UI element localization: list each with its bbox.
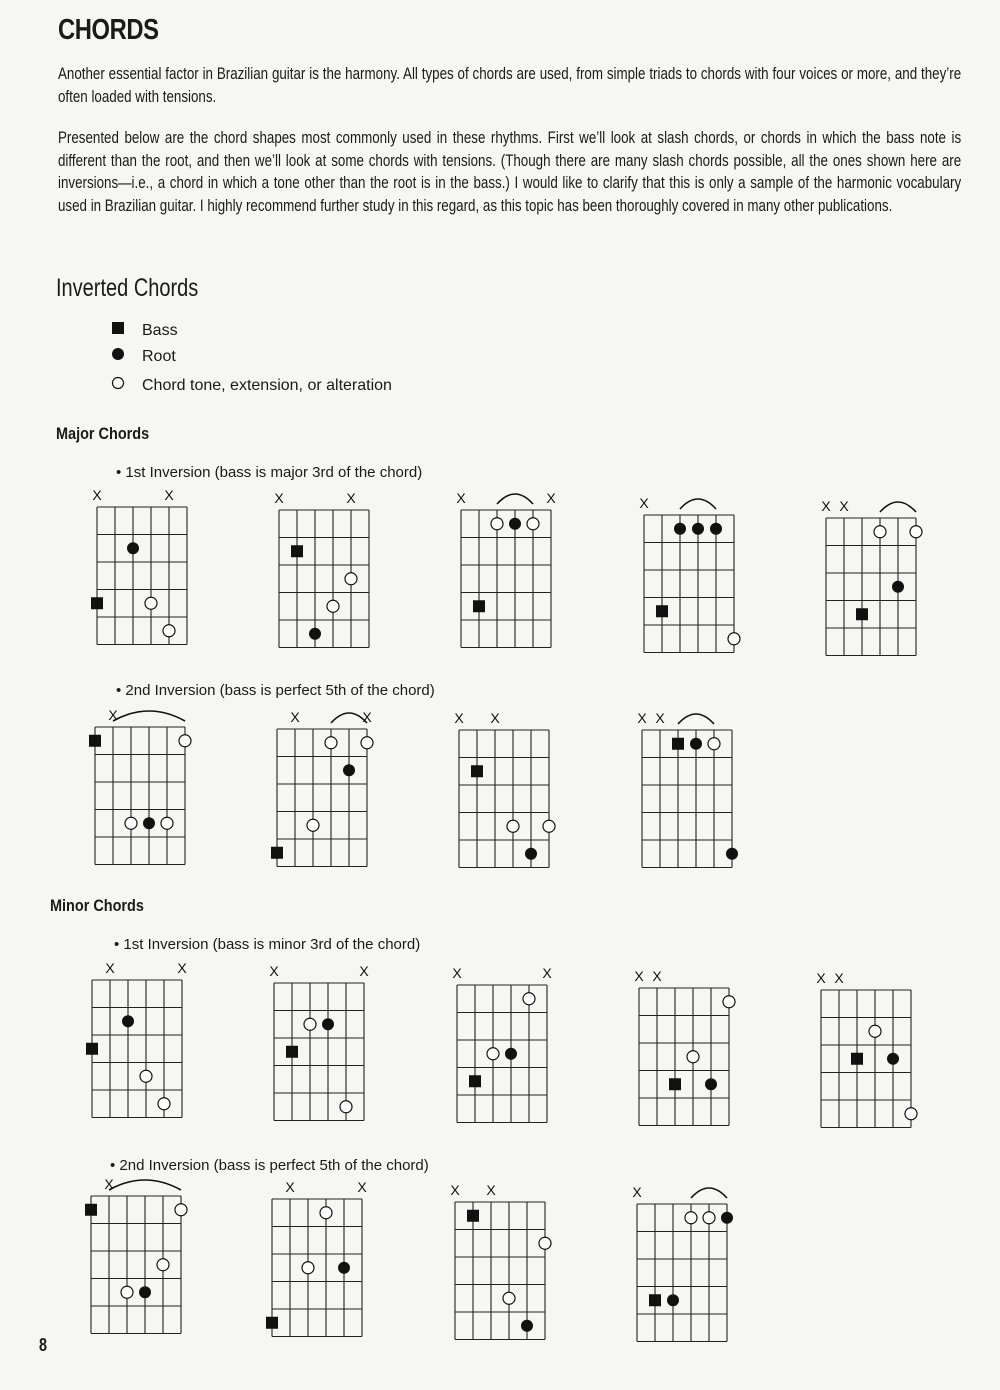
chord-tone-circle xyxy=(179,735,191,747)
bass-note-square xyxy=(467,1210,479,1222)
chord-tone-circle xyxy=(685,1212,697,1224)
legend-tone xyxy=(104,376,392,395)
mute-mark: X xyxy=(655,710,665,726)
root-note-dot xyxy=(705,1078,717,1090)
legend-root xyxy=(104,347,176,366)
mute-mark: X xyxy=(486,1182,496,1198)
root-note-dot xyxy=(887,1053,899,1065)
mute-mark: X xyxy=(269,963,279,979)
chord-diagram-major-1 xyxy=(82,475,202,663)
bass-note-square xyxy=(856,608,868,620)
bass-note-square xyxy=(286,1046,298,1058)
mute-mark: X xyxy=(637,710,647,726)
chord-diagram-minor-2 xyxy=(257,1167,377,1355)
chord-diagram-minor-1 xyxy=(442,953,562,1141)
chord-diagram-major-1 xyxy=(446,478,566,666)
bass-note-square xyxy=(473,600,485,612)
root-note-dot xyxy=(690,738,702,750)
mute-mark: X xyxy=(834,970,844,986)
root-note-dot xyxy=(122,1015,134,1027)
chord-tone-circle xyxy=(869,1025,881,1037)
root-note-dot xyxy=(521,1320,533,1332)
bass-note-square xyxy=(271,847,283,859)
chord-tone-circle xyxy=(158,1098,170,1110)
chord-tone-circle xyxy=(163,625,175,637)
bass-note-square xyxy=(89,735,101,747)
root-note-dot xyxy=(139,1286,151,1298)
mute-mark: X xyxy=(546,490,556,506)
mute-mark: X xyxy=(274,490,284,506)
mute-mark: X xyxy=(104,1176,114,1192)
mute-mark: X xyxy=(357,1179,367,1195)
root-note-dot xyxy=(892,581,904,593)
filled-circle-icon xyxy=(104,347,132,366)
chord-diagram-minor-2 xyxy=(622,1172,742,1360)
intro-paragraph-1: Another essential factor in Brazilian guitar is the harmony. All types of chords are used, from simple triads to chords with four voices or more, and they’re often loaded with tensions. xyxy=(58,65,962,106)
chord-tone-circle xyxy=(539,1237,551,1249)
chord-diagram-minor-2 xyxy=(76,1164,196,1352)
bass-note-square xyxy=(291,545,303,557)
mute-mark: X xyxy=(821,498,831,514)
chord-tone-circle xyxy=(523,993,535,1005)
mute-mark: X xyxy=(92,487,102,503)
mute-mark: X xyxy=(177,960,187,976)
barre-arc xyxy=(678,714,714,724)
root-note-dot xyxy=(721,1212,733,1224)
root-note-dot xyxy=(127,542,139,554)
major-1st-inversion-label: • 1st Inversion (bass is major 3rd of the chord) xyxy=(116,464,423,481)
chord-tone-circle xyxy=(507,820,519,832)
chord-tone-circle xyxy=(543,820,555,832)
bass-note-square xyxy=(669,1078,681,1090)
chord-tone-circle xyxy=(320,1207,332,1219)
bass-note-square xyxy=(672,738,684,750)
mute-mark: X xyxy=(285,1179,295,1195)
root-note-dot xyxy=(343,764,355,776)
bass-note-square xyxy=(471,765,483,777)
chord-tone-circle xyxy=(905,1108,917,1120)
minor-1st-inversion-label: • 1st Inversion (bass is minor 3rd of the chord) xyxy=(114,936,421,953)
mute-mark: X xyxy=(634,968,644,984)
mute-mark: X xyxy=(454,710,464,726)
chord-tone-circle xyxy=(491,518,503,530)
chord-tone-circle xyxy=(302,1262,314,1274)
chord-tone-circle xyxy=(503,1292,515,1304)
root-note-dot xyxy=(309,628,321,640)
mute-mark: X xyxy=(816,970,826,986)
intro-paragraph-2: Presented below are the chord shapes most commonly used in these rhythms. First we’ll look at slash chords, or chords in which the bass note is different than the root, and then we’ll look at some chords with tensions. (Though there are many slash chords possible, all the ones shown here are inversions—i.e., a chord in which a tone other than the root is in the bass.) I would like to clarify that this is only a sample of the harmonic vocabulary used in Brazilian guitar. I highly recommend further study in this regard, as this topic has been thoroughly covered in many other publications. xyxy=(58,129,962,215)
bass-note-square xyxy=(91,597,103,609)
chord-tone-circle xyxy=(708,738,720,750)
bass-note-square xyxy=(649,1294,661,1306)
root-note-dot xyxy=(505,1048,517,1060)
chord-tone-circle xyxy=(175,1204,187,1216)
root-note-dot xyxy=(143,817,155,829)
mute-mark: X xyxy=(359,963,369,979)
bass-note-square xyxy=(656,605,668,617)
chord-tone-circle xyxy=(723,996,735,1008)
bass-note-square xyxy=(266,1317,278,1329)
chord-diagram-major-2 xyxy=(262,697,382,885)
chord-tone-circle xyxy=(527,518,539,530)
bass-note-square xyxy=(469,1075,481,1087)
chord-tone-circle xyxy=(325,737,337,749)
chord-diagram-major-1 xyxy=(629,483,749,671)
page-number: 8 xyxy=(39,1335,48,1355)
mute-mark: X xyxy=(450,1182,460,1198)
minor-chords-heading: Minor Chords xyxy=(50,896,144,915)
legend-bass xyxy=(104,321,178,340)
chord-tone-circle xyxy=(140,1070,152,1082)
chord-diagram-major-2 xyxy=(627,698,747,886)
barre-arc xyxy=(680,499,716,509)
legend-label: Root xyxy=(142,347,176,365)
chord-tone-circle xyxy=(703,1212,715,1224)
bass-note-square xyxy=(86,1043,98,1055)
mute-mark: X xyxy=(639,495,649,511)
chord-diagram-major-2 xyxy=(444,698,564,886)
chord-tone-circle xyxy=(340,1101,352,1113)
mute-mark: X xyxy=(490,710,500,726)
chord-tone-circle xyxy=(161,817,173,829)
mute-mark: X xyxy=(164,487,174,503)
mute-mark: X xyxy=(652,968,662,984)
chord-diagram-minor-1 xyxy=(77,948,197,1136)
filled-square-icon xyxy=(104,321,132,340)
mute-mark: X xyxy=(290,709,300,725)
chord-tone-circle xyxy=(728,633,740,645)
mute-mark: X xyxy=(105,960,115,976)
minor-2nd-inversion-label: • 2nd Inversion (bass is perfect 5th of the chord) xyxy=(110,1157,429,1174)
legend-label: Bass xyxy=(142,321,178,339)
chord-tone-circle xyxy=(687,1051,699,1063)
chord-diagram-major-2 xyxy=(80,695,200,883)
chord-diagram-minor-1 xyxy=(806,958,926,1146)
open-circle-icon xyxy=(104,376,132,395)
barre-arc xyxy=(497,494,533,504)
root-note-dot xyxy=(674,523,686,535)
chord-diagram-minor-1 xyxy=(259,951,379,1139)
bass-note-square xyxy=(851,1053,863,1065)
mute-mark: X xyxy=(542,965,552,981)
major-2nd-inversion-label: • 2nd Inversion (bass is perfect 5th of the chord) xyxy=(116,682,435,699)
barre-arc xyxy=(109,1180,181,1190)
mute-mark: X xyxy=(456,490,466,506)
chord-tone-circle xyxy=(121,1286,133,1298)
barre-arc xyxy=(691,1188,727,1198)
mute-mark: X xyxy=(632,1184,642,1200)
chord-tone-circle xyxy=(125,817,137,829)
bass-note-square xyxy=(85,1204,97,1216)
chord-tone-circle xyxy=(327,600,339,612)
mute-mark: X xyxy=(839,498,849,514)
chord-diagram-minor-1 xyxy=(624,956,744,1144)
chord-diagram-major-1 xyxy=(811,486,931,674)
root-note-dot xyxy=(338,1262,350,1274)
root-note-dot xyxy=(509,518,521,530)
root-note-dot xyxy=(726,848,738,860)
barre-arc xyxy=(113,711,185,721)
page-title: CHORDS xyxy=(58,14,159,46)
major-chords-heading: Major Chords xyxy=(56,424,150,443)
chord-tone-circle xyxy=(307,819,319,831)
chord-diagram-major-1 xyxy=(264,478,384,666)
chord-tone-circle xyxy=(157,1259,169,1271)
mute-mark: X xyxy=(452,965,462,981)
root-note-dot xyxy=(322,1018,334,1030)
chord-tone-circle xyxy=(145,597,157,609)
mute-mark: X xyxy=(346,490,356,506)
root-note-dot xyxy=(525,848,537,860)
mute-mark: X xyxy=(108,707,118,723)
chord-tone-circle xyxy=(910,526,922,538)
legend-label: Chord tone, extension, or alteration xyxy=(142,376,392,394)
chord-tone-circle xyxy=(874,526,886,538)
barre-arc xyxy=(880,502,916,512)
chord-tone-circle xyxy=(487,1048,499,1060)
chord-tone-circle xyxy=(361,737,373,749)
chord-tone-circle xyxy=(304,1018,316,1030)
chord-diagram-minor-2 xyxy=(440,1170,560,1358)
section-title: Inverted Chords xyxy=(56,274,199,302)
mute-mark: X xyxy=(362,709,372,725)
root-note-dot xyxy=(710,523,722,535)
root-note-dot xyxy=(692,523,704,535)
root-note-dot xyxy=(667,1294,679,1306)
chord-tone-circle xyxy=(345,573,357,585)
